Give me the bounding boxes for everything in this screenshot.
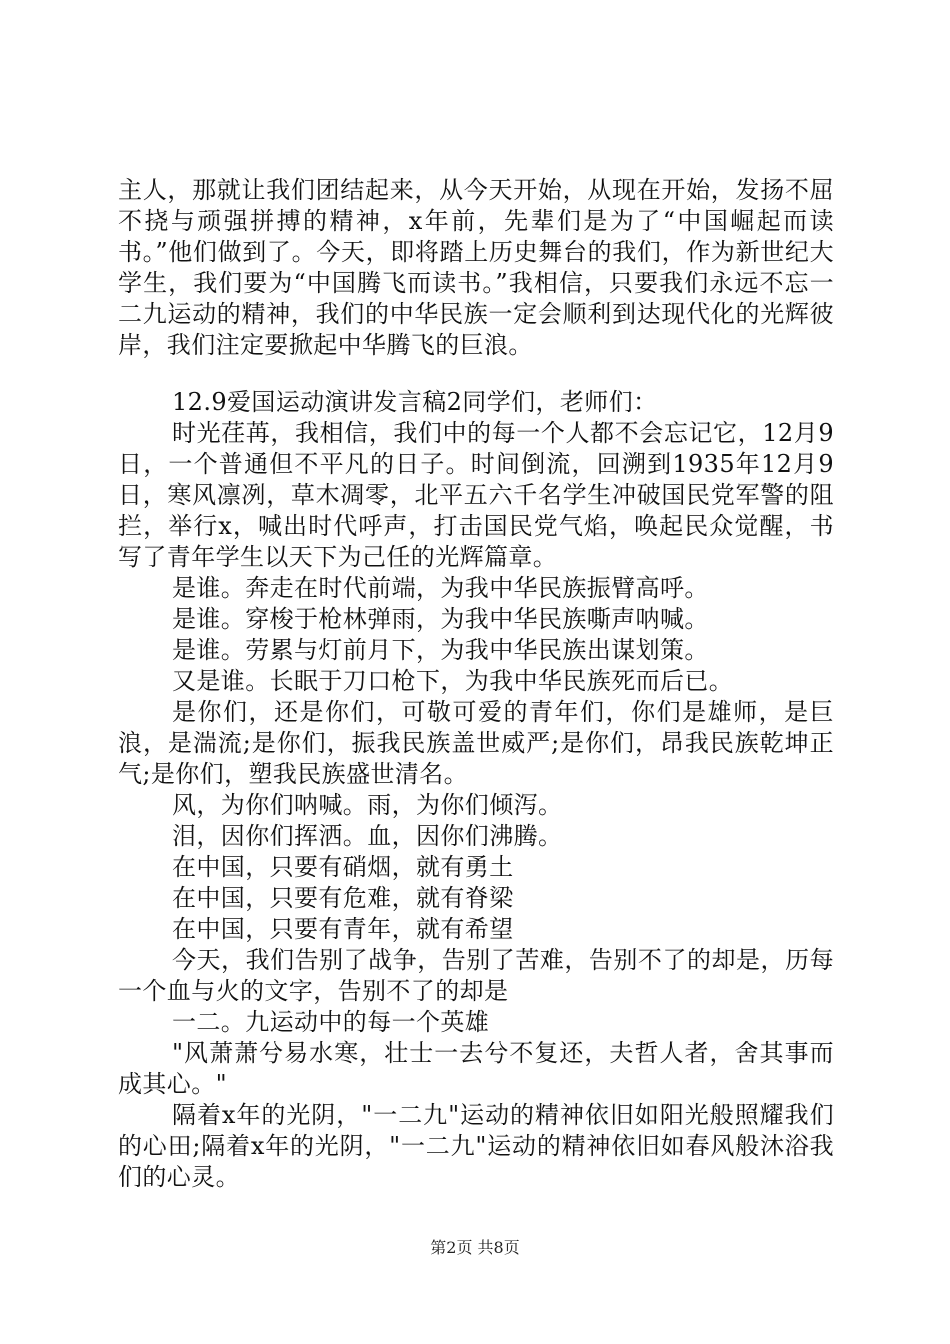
paragraph: 是你们，还是你们，可敬可爱的青年们，你们是雄师，是巨浪，是湍流;是你们，振我民族盖世威严;是你们，昂我民族乾坤正气;是你们，塑我民族盛世清名。 (118, 698, 834, 788)
paragraph: 是谁。奔走在时代前端，为我中华民族振臂高呼。 (172, 574, 709, 602)
paragraph: 泪，因你们挥洒。血，因你们沸腾。 (172, 822, 563, 850)
document-body (118, 175, 834, 1193)
paragraph: 风，为你们呐喊。雨，为你们倾泻。 (172, 791, 563, 819)
paragraph: 隔着x年的光阴，"一二九"运动的精神依旧如阳光般照耀我们的心田;隔着x年的光阴，"一二九"运动的精神依旧如春风般沐浴我们的心灵。 (118, 1101, 834, 1191)
paragraph-continuation: 主人，那就让我们团结起来，从今天开始，从现在开始，发扬不屈不挠与顽强拼搏的精神，x年前，先辈们是为了“中国崛起而读书。”他们做到了。今天，即将踏上历史舞台的我们，作为新世纪大学生，我们要为“中国腾飞而读书。”我相信，只要我们永远不忘一二九运动的精神，我们的中华民族一定会顺利到达现代化的光辉彼岸，我们注定要掀起中华腾飞的巨浪。 (118, 176, 834, 359)
paragraph: "风萧萧兮易水寒，壮士一去兮不复还，夫哲人者，舍其事而成其心。" (118, 1039, 834, 1098)
speech-title: 12.9爱国运动演讲发言稿2同学们，老师们： (172, 388, 658, 416)
paragraph: 在中国，只要有青年，就有希望 (172, 915, 514, 943)
paragraph: 今天，我们告别了战争，告别了苦难，告别不了的却是，历每一个血与火的文字，告别不了的却是 (118, 946, 834, 1005)
paragraph: 又是谁。长眠于刀口枪下，为我中华民族死而后已。 (172, 667, 734, 695)
paragraph: 是谁。劳累与灯前月下，为我中华民族出谋划策。 (172, 636, 709, 664)
paragraph: 在中国，只要有危难，就有脊梁 (172, 884, 514, 912)
page-number: 第2页 共8页 (430, 1238, 520, 1257)
paragraph: 一二。九运动中的每一个英雄 (172, 1008, 490, 1036)
paragraph: 在中国，只要有硝烟，就有勇土 (172, 853, 514, 881)
paragraph: 是谁。穿梭于枪林弹雨，为我中华民族嘶声呐喊。 (172, 605, 709, 633)
paragraph: 时光荏苒，我相信，我们中的每一个人都不会忘记它，12月9日，一个普通但不平凡的日子。时间倒流，回溯到1935年12月9日，寒风凛冽，草木凋零，北平五六千名学生冲破国民党军警的阻拦，举行x，喊出时代呼声，打击国民党气焰，唤起民众觉醒，书写了青年学生以天下为己任的光辉篇章。 (118, 419, 834, 571)
